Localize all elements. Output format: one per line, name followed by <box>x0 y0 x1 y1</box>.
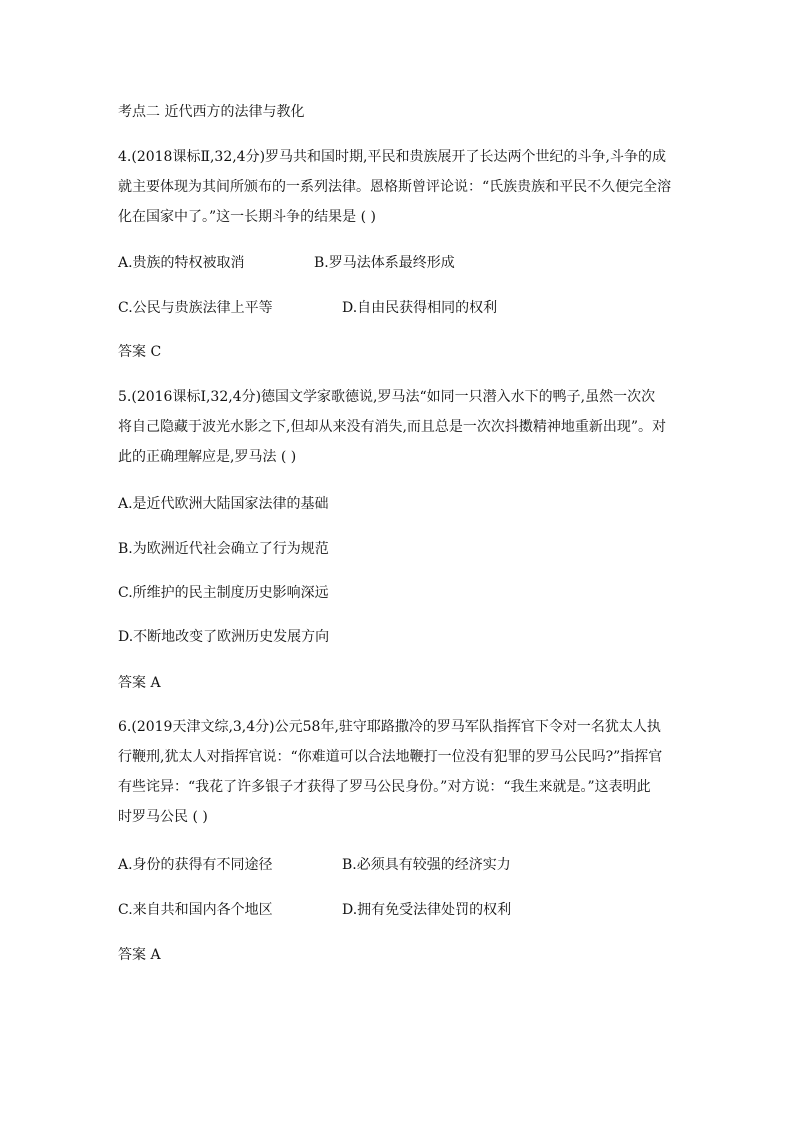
question-6-answer: 答案 A <box>118 947 161 963</box>
question-5-option-d: D.不断地改变了欧洲历史发展方向 <box>118 629 330 645</box>
question-6-option-a: A.身份的获得有不同途径 <box>118 857 273 873</box>
question-text-line: 时罗马公民 ( ) <box>118 809 208 825</box>
question-text-line: 6.(2019天津文综,3,4分)公元58年,驻守耶路撒冷的罗马军队指挥官下令对一名犹太人执 <box>118 719 661 735</box>
question-text-line: 化在国家中了。”这一长期斗争的结果是 ( ) <box>118 209 376 225</box>
question-6-option-b: B.必须具有较强的经济实力 <box>342 857 511 873</box>
question-5-option-c: C.所维护的民主制度历史影响深远 <box>118 585 329 601</box>
question-text-line: 4.(2018课标Ⅱ,32,4分)罗马共和国时期,平民和贵族展开了长达两个世纪的斗争,斗争的成 <box>118 149 666 165</box>
question-4-option-a: A.贵族的特权被取消 <box>118 255 245 271</box>
question-text-line: 此的正确理解应是,罗马法 ( ) <box>118 449 297 465</box>
question-text-line: 将自己隐藏于波光水影之下,但却从来没有消失,而且总是一次次抖擞精神地重新出现”。对 <box>118 419 667 435</box>
question-4-stem <box>118 150 671 224</box>
question-4-answer: 答案 C <box>118 344 162 360</box>
question-text-line: 就主要体现为其间所颁布的一系列法律。恩格斯曾评论说：“氏族贵族和平民不久便完全溶 <box>118 179 672 195</box>
question-6-option-c: C.来自共和国内各个地区 <box>118 902 273 918</box>
question-6-option-d: D.拥有免受法律处罚的权利 <box>342 902 512 918</box>
question-5-answer: 答案 A <box>118 675 161 691</box>
question-6-stem <box>118 720 662 824</box>
question-4-option-c: C.公民与贵族法律上平等 <box>118 300 273 316</box>
question-5-option-a: A.是近代欧洲大陆国家法律的基础 <box>118 496 329 512</box>
question-5-stem <box>118 390 666 464</box>
question-4-option-b: B.罗马法体系最终形成 <box>314 255 455 271</box>
section-title: 考点二 近代西方的法律与教化 <box>118 104 305 120</box>
question-text-line: 有些诧异：“我花了许多银子才获得了罗马公民身份。”对方说：“我生来就是。”这表明此 <box>118 779 651 795</box>
question-5-option-b: B.为欧洲近代社会确立了行为规范 <box>118 541 329 557</box>
question-text-line: 行鞭刑,犹太人对指挥官说：“你难道可以合法地鞭打一位没有犯罪的罗马公民吗?”指挥官 <box>118 749 663 765</box>
question-4-option-d: D.自由民获得相同的权利 <box>342 300 498 316</box>
question-text-line: 5.(2016课标Ⅰ,32,4分)德国文学家歌德说,罗马法“如同一只潜入水下的鸭子,虽然一次次 <box>118 389 656 405</box>
